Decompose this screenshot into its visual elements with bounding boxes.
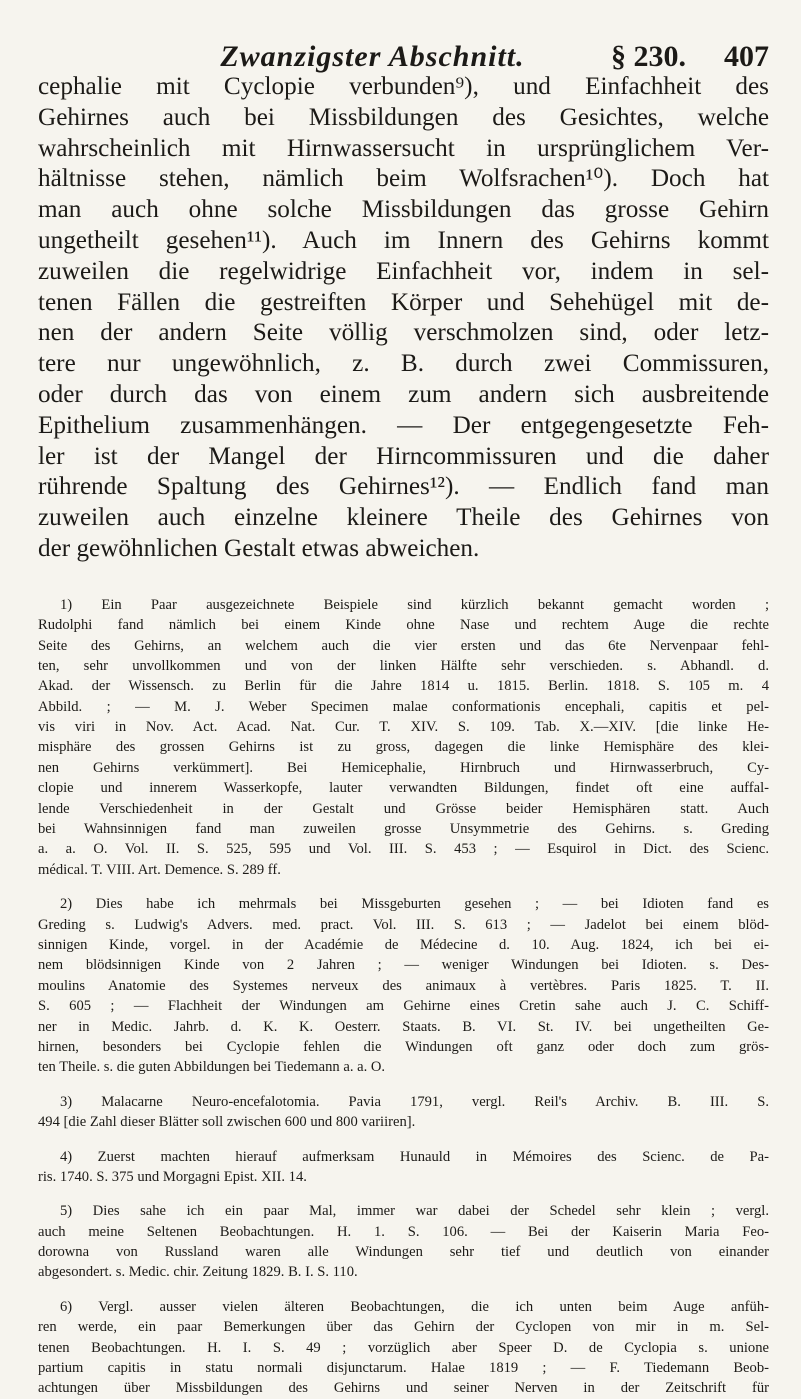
footnote-line: partium capitis in statu normali disjunctarum. Halae 1819 ; — F. Tiedemann Beob- [38,1360,769,1377]
footnote-line: médical. T. VIII. Art. Demence. S. 289 ff. [38,861,281,878]
footnote-line: nem blödsinnigen Kinde von 2 Jahren ; — weniger Windungen bei Idioten. s. Des- [38,957,769,974]
footnote-line: Rudolphi fand nämlich bei einem Kinde ohne Nase und rechtem Auge die rechte [38,617,769,634]
main-line: zuweilen die regelwidrige Einfachheit vor, indem in sel- [38,257,769,285]
footnotes [38,595,769,1399]
footnote-line: lende Verschiedenheit in der Gestalt und Grösse beider Hemisphären statt. Auch [38,800,769,817]
footnote-line: abgesondert. s. Medic. chir. Zeitung 1829. B. I. S. 110. [38,1264,358,1281]
footnote-line: Seite des Gehirns, an welchem auch die vier ersten und das 6te Nervenpaar fehl- [38,637,769,654]
main-line: oder durch das von einem zum andern sich ausbreitende [38,380,769,408]
footnote-line: tenen Beobachtungen. H. I. S. 49 ; vorzüglich aber Speer D. de Cyclopia s. unione [38,1339,769,1356]
running-header [38,0,769,72]
footnote-line: ren werde, ein paar Bemerkungen über das Gehirn der Cyclopen von mir in m. Sel- [38,1319,769,1336]
footnote-line: sinnigen Kinde, vorgel. in der Académie de Médecine d. 10. Aug. 1824, ich bei ei- [38,937,769,953]
chapter-title: Zwanzigster Abschnitt. [220,40,525,73]
footnote-line: ris. 1740. S. 375 und Morgagni Epist. XII. 14. [38,1168,307,1185]
footnote-6 [38,1297,769,1399]
footnote-line: Greding s. Ludwig's Advers. med. pract. Vol. III. S. 613 ; — Jadelot bei einem blöd- [38,916,769,933]
main-line: hältnisse stehen, nämlich beim Wolfsrachen¹⁰). Doch hat [38,165,769,193]
footnote-line: dorowna von Russland waren alle Windungen sehr tief und deutlich von einander [38,1244,769,1261]
main-line: zuweilen auch einzelne kleinere Theile des Gehirnes von [38,504,769,532]
main-line: rührende Spaltung des Gehirnes¹²). — Endlich fand man [38,473,769,501]
footnote-line: ten, sehr unvollkommen und von der linken Hälfte sehr verschieden. s. Abhandl. d. [38,657,769,674]
footnote-line: nen Gehirns verkümmert]. Bei Hemicephalie, Hirnbruch und Hirnwasserbruch, Cy- [38,759,769,776]
footnote-line: ner in Medic. Jahrb. d. K. K. Oesterr. Staats. B. VI. St. IV. bei ungetheilten Ge- [38,1018,769,1035]
footnote-line: 494 [die Zahl dieser Blätter soll zwischen 600 und 800 variiren]. [38,1114,416,1131]
section-number: § 230. [611,40,686,73]
main-line: tere nur ungewöhnlich, z. B. durch zwei Commissuren, [38,350,769,378]
footnote-2 [38,894,769,1078]
footnote-1 [38,595,769,880]
footnote-line: misphäre des grossen Gehirns ist zu gross, dagegen die linke Hemisphäre des klei- [38,739,769,756]
main-line: nen der andern Seite völlig verschmolzen sind, oder letz- [38,319,769,347]
footnote-line: vis viri in Nov. Act. Acad. Nat. Cur. T. XIV. S. 109. Tab. X.—XIV. [die linke He- [38,719,769,736]
main-line: Gehirnes auch bei Missbildungen des Gesichtes, welche [38,103,769,131]
footnote-line: hirnen, besonders bei Cyclopie fehlen die Windungen oft ganz oder doch zum grös- [38,1038,769,1055]
main-line: man auch ohne solche Missbildungen das grosse Gehirn [38,196,769,224]
footnote-line: 2) Dies habe ich mehrmals bei Missgeburten gesehen ; — bei Idioten fand es [60,896,769,913]
main-line: ungetheilt gesehen¹¹). Auch im Innern des Gehirns kommt [38,226,769,254]
main-line: cephalie mit Cyclopie verbunden⁹), und Einfachheit des [38,73,769,100]
main-line: ler ist der Mangel der Hirncommissuren und die daher [38,442,769,470]
footnote-line: moulins Anatomie des Systemes nerveux des animaux à vertèbres. Paris 1825. T. II. [38,977,769,994]
footnote-3 [38,1092,769,1133]
footnote-line: a. a. O. Vol. II. S. 525, 595 und Vol. III. S. 453 ; — Esquirol in Dict. des Scienc. [38,841,769,858]
footnote-5 [38,1201,769,1283]
footnote-line: bei Wahnsinnigen fand man zuweilen grosse Unsymmetrie des Gehirns. s. Greding [38,821,769,838]
main-line: wahrscheinlich mit Hirnwassersucht in ursprünglichem Ver- [38,134,769,162]
main-paragraph [38,72,769,565]
footnote-line: 1) Ein Paar ausgezeichnete Beispiele sind kürzlich bekannt gemacht worden ; [60,596,769,613]
main-line: tenen Fällen die gestreiften Körper und Sehehügel mit de- [38,288,769,316]
footnote-line: 6) Vergl. ausser vielen älteren Beobachtungen, die ich unten beim Auge anfüh- [60,1298,769,1315]
footnote-line: Abbild. ; — M. J. Weber Specimen malae conformationis encephali, capitis et pel- [38,698,769,715]
footnote-line: 4) Zuerst machten hierauf aufmerksam Hunauld in Mémoires des Scienc. de Pa- [60,1148,769,1165]
main-text [38,72,769,565]
main-line: der gewöhnlichen Gestalt etwas abweichen. [38,534,480,562]
footnote-line: auch meine Seltenen Beobachtungen. H. 1. S. 106. — Bei der Kaiserin Maria Feo- [38,1223,769,1240]
footnote-line: 3) Malacarne Neuro-encefalotomia. Pavia 1791, vergl. Reil's Archiv. B. III. S. [60,1093,769,1110]
footnote-line: S. 605 ; — Flachheit der Windungen am Gehirne eines Cretin sahe auch J. C. Schiff- [38,998,769,1015]
footnote-line: ten Theile. s. die guten Abbildungen bei Tiedemann a. a. O. [38,1059,386,1076]
footnote-line: Akad. der Wissensch. zu Berlin für die Jahre 1814 u. 1815. Berlin. 1818. S. 105 m. 4 [38,678,769,695]
page-number: 407 [724,40,769,73]
footnote-4 [38,1147,769,1188]
footnote-line: 5) Dies sahe ich ein paar Mal, immer war dabei der Schedel sehr klein ; vergl. [60,1203,769,1220]
footnote-line: clopie und innerem Wasserkopfe, lauter verwandten Bildungen, findet oft eine auffal- [38,780,769,797]
footnote-line: achtungen über Missbildungen des Gehirns und seiner Nerven in der Zeitschrift für [38,1380,769,1397]
main-line: Epithelium zusammenhängen. — Der entgegengesetzte Feh- [38,411,769,439]
